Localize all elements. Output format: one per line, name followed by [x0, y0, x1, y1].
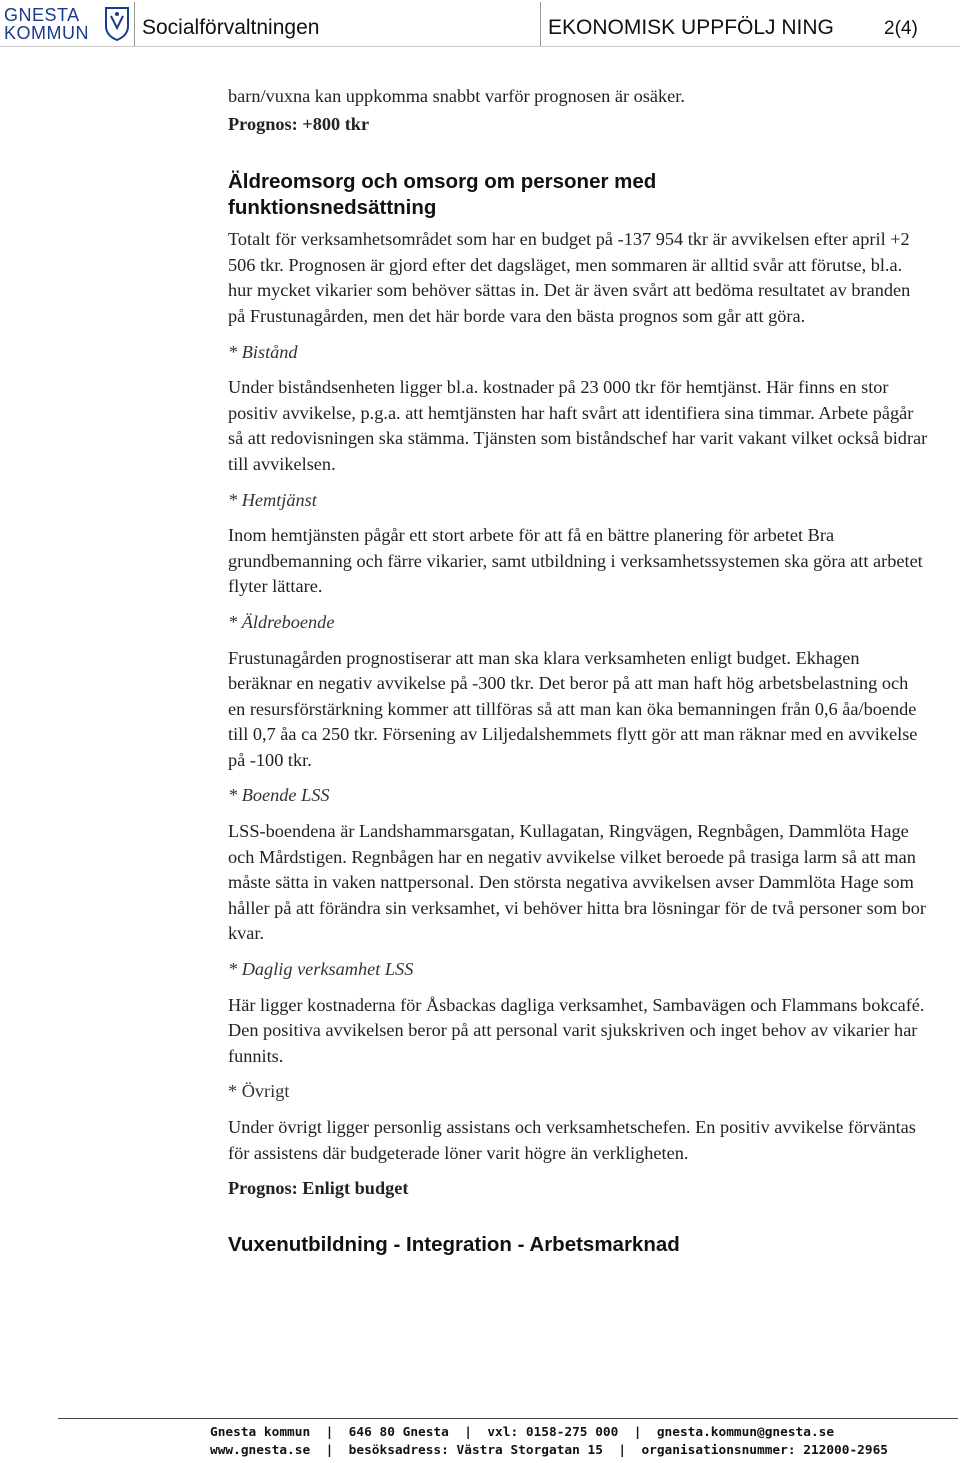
paragraph-bistand: Under biståndsenheten ligger bl.a. kostnader på 23 000 tkr för hemtjänst. Här finns en stor positiv avvikelse, p.g.a. att hemtjänsten har haft svårt att identifiera sina timmar. Arbete pågår så att redovisningen ska stämma. Tjänsten som biståndschef har varit vakant vilket också bidrar till avvikelsen.: [228, 377, 928, 474]
header-rule: [0, 46, 960, 47]
subheading-ovrigt: * Övrigt: [228, 1081, 290, 1102]
section-heading-vuxenutbildning: Vuxenutbildning - Integration - Arbetsmarknad: [228, 1232, 680, 1256]
section-heading-line1: Äldreomsorg och omsorg om personer med: [228, 170, 657, 194]
paragraph-hemtjanst: Inom hemtjänsten pågår ett stort arbete för att få en bättre planering för arbetet Bra grundbemanning och färre vikarier, samt utbildning i verksamhetssystemen ska göra att arbetet flyter lättare.: [228, 525, 923, 597]
logo-text-line2: KOMMUN: [4, 23, 89, 43]
header-divider: [134, 2, 135, 46]
page-header: [0, 0, 960, 60]
coat-of-arms-icon: [104, 6, 130, 42]
subheading-daglig-verksamhet: * Daglig verksamhet LSS: [228, 959, 414, 980]
footer-contact-line: Gnesta kommun | 646 80 Gnesta | vxl: 0158-275 000 | gnesta.kommun@gnesta.se: [210, 1425, 835, 1440]
municipality-logo: [4, 4, 130, 44]
prognosis-line: Prognos: Enligt budget: [228, 1178, 409, 1199]
document-body: [228, 84, 928, 1258]
footer-address-line: www.gnesta.se | besöksadress: Västra Storgatan 15 | organisationsnummer: 212000-2965: [210, 1443, 888, 1458]
paragraph-daglig-verksamhet: Här ligger kostnaderna för Åsbackas dagliga verksamhet, Sambavägen och Flammans bokcafé. Den positiva avvikelsen beror på att personal varit sjukskriven och inget behov av vikarier har funnits.: [228, 994, 925, 1066]
page-footer: [0, 1413, 960, 1463]
department-name: Socialförvaltningen: [142, 16, 320, 39]
subheading-boende-lss: * Boende LSS: [228, 785, 330, 806]
subheading-aldreboende: * Äldreboende: [228, 611, 335, 632]
prognosis-line: Prognos: +800 tkr: [228, 113, 370, 134]
intro-paragraph: barn/vuxna kan uppkomma snabbt varför prognosen är osäker.: [228, 86, 685, 106]
logo-text-line1: GNESTA: [4, 5, 80, 25]
paragraph-boende-lss: LSS-boendena är Landshammarsgatan, Kullagatan, Ringvägen, Regnbågen, Dammlöta Hage och Mårdstigen. Regnbågen har en negativ avvikelse vilket beroede på trasiga larm så att man måste sätta in vaken nattpersonal. Den största negativa avvikelsen avser Dammlöta Hage som håller på att förändra sin verksamhet, vi behöver hitta bra lösningar för de två personer som bor kvar.: [228, 821, 927, 944]
page-number: 2(4): [884, 18, 918, 39]
subheading-hemtjanst: * Hemtjänst: [228, 489, 317, 510]
document-type: EKONOMISK UPPFÖLJ NING: [548, 16, 834, 39]
paragraph-aldreboende: Frustunagården prognostiserar att man ska klara verksamheten enligt budget. Ekhagen beräknar en negativ avvikelse på -300 tkr. Det beror på att man haft hög arbetsbelastning och en resursförstärkning kommer att tillföras så att man kan öka bemanningen från 0,6 åa/boende till 0,7 åa ca 250 tkr. Försening av Liljedalshemmets flytt gör att man räknar med en avvikelse på -100 tkr.: [228, 647, 918, 770]
subheading-bistand: * Bistånd: [228, 341, 298, 362]
section-paragraph: Totalt för verksamhetsområdet som har en budget på -137 954 tkr är avvikelsen efter april +2 506 tkr. Prognosen är gjord efter det dagsläget, men sommaren är alltid svår att förutse, bl.a. hur mycket vikarier som behöver sättas in. Det är även svårt att bedöma resultatet av branden på Frustunagården, men det här borde vara den bästa prognos som går att göra.: [228, 229, 911, 326]
section-heading: [228, 169, 928, 221]
header-divider: [540, 2, 541, 46]
section-heading-line2: funktionsnedsättning: [228, 196, 437, 220]
paragraph-ovrigt: Under övrigt ligger personlig assistans och verksamhetschefen. En positiv avvikelse förväntas för assistens där budgeterade löner varit högre än verkligheten.: [228, 1117, 916, 1163]
footer-rule: [58, 1418, 958, 1419]
